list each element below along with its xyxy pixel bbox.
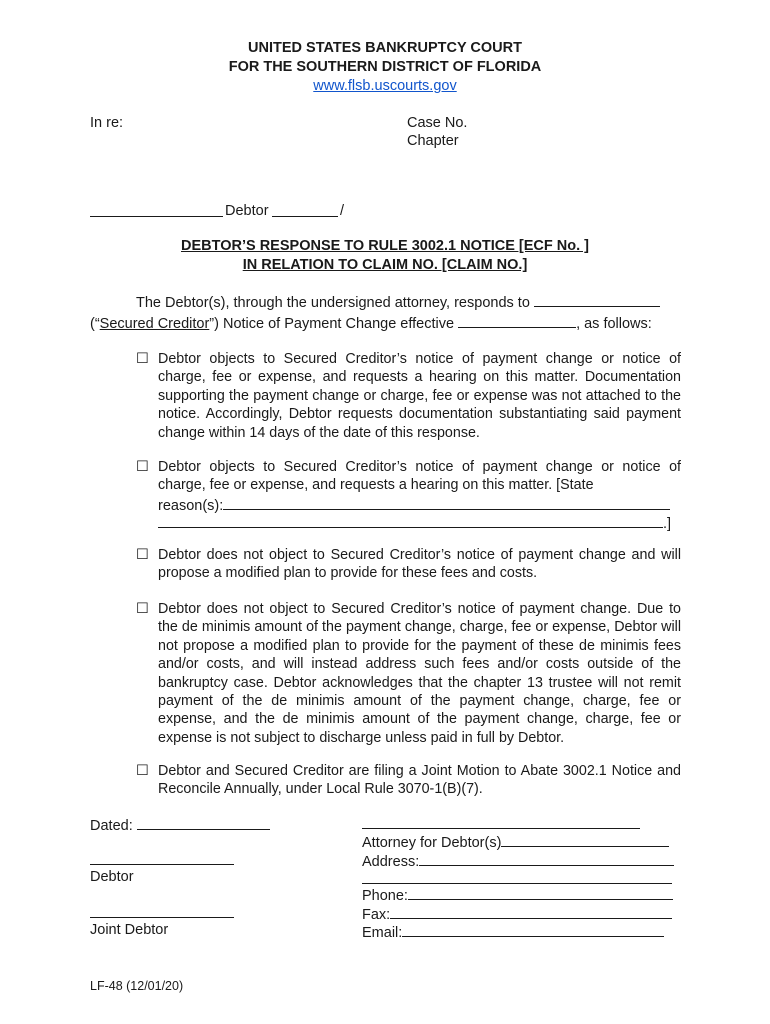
caption-debtor-label: Debtor — [225, 203, 269, 219]
form-id: LF-48 (12/01/20) — [90, 979, 184, 993]
option-2-text: Debtor objects to Secured Creditor’s notice of payment change or notice of charge, fee or expense, and requests a hearing on this matter. [State — [158, 459, 681, 494]
fax-field[interactable] — [390, 904, 672, 919]
dated-label: Dated: — [90, 818, 133, 834]
option-2-checkbox[interactable]: ☐ — [136, 459, 149, 475]
option-1-checkbox[interactable]: ☐ — [136, 351, 149, 367]
option-1 — [136, 350, 681, 442]
email-field[interactable] — [402, 922, 664, 937]
phone-row — [362, 885, 673, 905]
option-2-reason-row — [158, 495, 670, 515]
caption-slash: / — [340, 203, 345, 219]
attorney-row — [362, 832, 669, 852]
address-row — [362, 851, 674, 871]
secured-creditor-term: Secured Creditor — [99, 316, 210, 332]
document-subtitle: IN RELATION TO CLAIM NO. [CLAIM NO.] — [242, 257, 528, 273]
intro-text-part3: , as follows: — [576, 316, 652, 332]
address-field-line2[interactable] — [362, 883, 672, 884]
option-3-checkbox[interactable]: ☐ — [136, 547, 149, 563]
attorney-label: Attorney for Debtor(s) — [362, 835, 502, 851]
address-label: Address: — [362, 854, 420, 870]
attorney-name-field[interactable] — [501, 832, 669, 847]
address-field[interactable] — [419, 851, 674, 866]
intro-line2 — [90, 313, 652, 333]
fax-row — [362, 904, 672, 924]
intro-line1 — [136, 292, 660, 312]
case-no-label: Case No. — [407, 115, 468, 131]
effective-date-field[interactable] — [458, 313, 576, 328]
reason-field-line1[interactable] — [223, 495, 670, 510]
dated-field[interactable] — [137, 815, 270, 830]
intro-text-part1: The Debtor(s), through the undersigned attorney, responds to — [136, 295, 530, 311]
option-2-reason-label: reason(s): — [158, 498, 224, 514]
email-row — [362, 922, 664, 942]
option-4-checkbox[interactable]: ☐ — [136, 601, 149, 617]
option-1-text: Debtor objects to Secured Creditor’s notice of payment change or notice of charge, fee or expense, and requests a hearing on this matter. Documentation supporting the payment change or charge, fee or expense was not attached to the notice. Accordingly, Debtor requests documentation substantiating said payment change within 14 days of the date of this response. — [158, 351, 681, 441]
debtor-name-line-left[interactable] — [90, 216, 223, 217]
debtor-name-line-right[interactable] — [272, 216, 338, 217]
fax-label: Fax: — [362, 907, 391, 923]
document-title: DEBTOR’S RESPONSE TO RULE 3002.1 NOTICE [ECF No. ] — [181, 238, 589, 254]
debtor-signature-label: Debtor — [90, 869, 134, 885]
option-5-checkbox[interactable]: ☐ — [136, 763, 149, 779]
debtor-signature-line[interactable] — [90, 864, 234, 865]
intro-text-part2: ”) Notice of Payment Change effective — [209, 316, 455, 332]
email-label: Email: — [362, 925, 403, 941]
chapter-label: Chapter — [407, 133, 459, 149]
option-5 — [136, 762, 681, 799]
joint-debtor-signature-label: Joint Debtor — [90, 922, 169, 938]
court-district: FOR THE SOUTHERN DISTRICT OF FLORIDA — [228, 59, 542, 75]
court-name: UNITED STATES BANKRUPTCY COURT — [248, 40, 522, 56]
option-2 — [136, 458, 681, 495]
option-4-text: Debtor does not object to Secured Creditor’s notice of payment change. Due to the de minimis amount of the payment change, charge, fee or expense, Debtor will not propose a modified plan to provide for the payment of these de minimis fees and/or costs, and will instead address such fees and/or costs outside of the bankruptcy case. Debtor acknowledges that the chapter 13 trustee will not remit payment of the de minimis amount of the payment change, charge, fee or expense, and the de minimis amount of the payment change, charge, fee or expense is not subject to discharge unless paid in full by Debtor. — [158, 601, 681, 746]
option-3 — [136, 546, 681, 583]
phone-label: Phone: — [362, 888, 408, 904]
in-re-label: In re: — [90, 115, 124, 131]
dated-row — [90, 815, 270, 835]
reason-field-line2[interactable] — [158, 513, 663, 528]
option-2-reason-row2 — [158, 513, 671, 533]
joint-debtor-signature-line[interactable] — [90, 917, 234, 918]
option-2-closing: .] — [663, 516, 672, 532]
attorney-signature-line[interactable] — [362, 828, 640, 829]
option-3-text: Debtor does not object to Secured Creditor’s notice of payment change and will propose a modified plan to provide for these fees and costs. — [158, 547, 681, 582]
option-5-text: Debtor and Secured Creditor are filing a Joint Motion to Abate 3002.1 Notice and Reconcile Annually, under Local Rule 3070-1(B)(7). — [158, 763, 681, 798]
intro-open-quote: (“ — [90, 316, 100, 332]
option-4 — [136, 600, 681, 747]
court-website-link[interactable]: www.flsb.uscourts.gov — [313, 78, 457, 94]
phone-field[interactable] — [408, 885, 673, 900]
creditor-name-field[interactable] — [534, 292, 660, 307]
